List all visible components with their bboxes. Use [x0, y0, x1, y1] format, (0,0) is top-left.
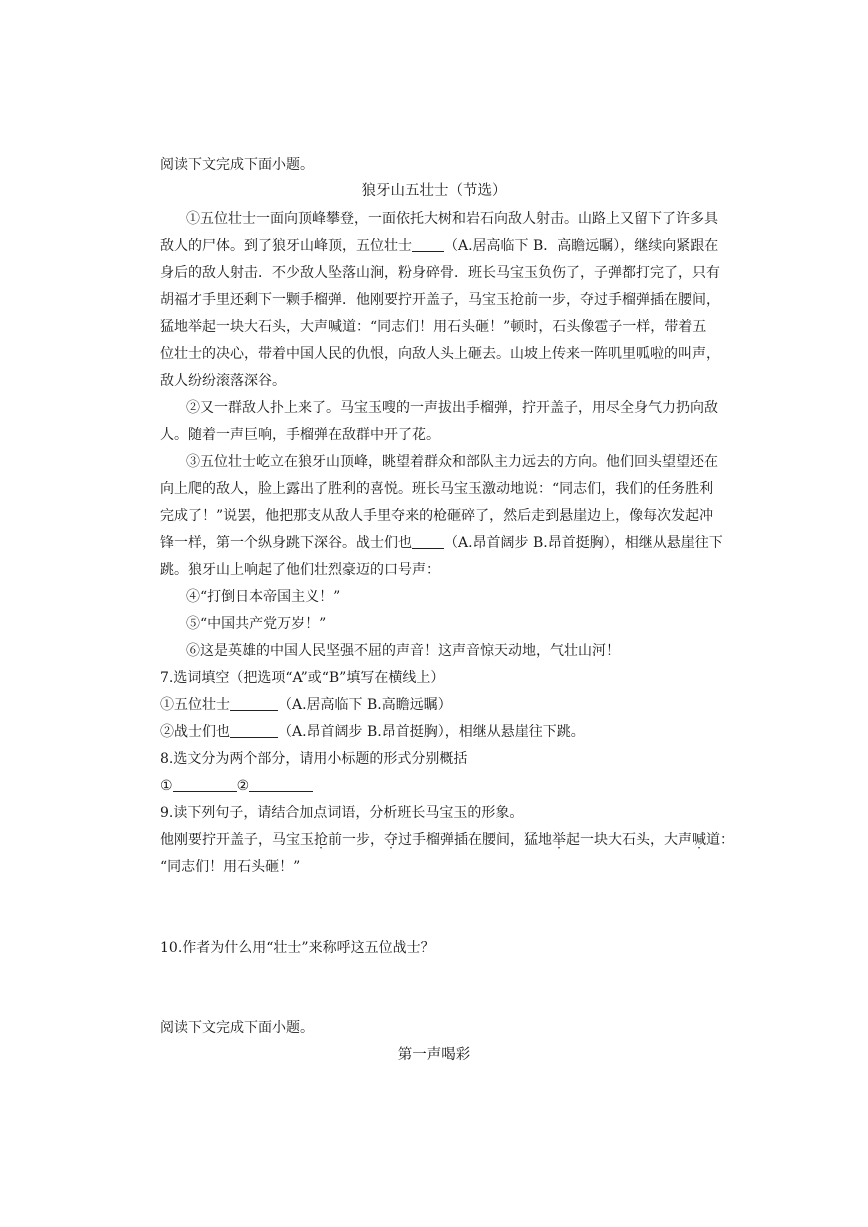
passage-text: （A.昂首阔步 B.昂首挺胸），相继从悬崖往下	[444, 535, 723, 551]
passage-line: 身后的敌人射击．不少敌人坠落山涧，粉身碎骨．班长马宝玉负伤了，子弹都打完了，只有	[160, 265, 720, 281]
slogan-2: ⑤“中国共产党万岁！”	[186, 616, 327, 632]
question-9-sentence-cont: “同志们！用石头砸！”	[160, 859, 301, 875]
passage-text: （A.居高临下 B．高瞻远瞩），继续向紧跟在	[444, 238, 719, 254]
question-text: （A.昂首阔步 B.昂首挺胸），相继从悬崖往下跳。	[278, 724, 585, 740]
passage-line: 敌人纷纷滚落深谷。	[160, 373, 286, 389]
question-text: （A.居高临下 B.高瞻远瞩）	[278, 697, 452, 713]
passage-line: 人。随着一声巨响，手榴弹在敌群中开了花。	[160, 427, 440, 443]
passage-line: ⑥这是英雄的中国人民坚强不屈的声音！这声音惊天动地，气壮山河！	[186, 643, 620, 659]
passage-line: ①五位壮士一面向顶峰攀登，一面依托大树和岩石向敌人射击。山路上又留下了许多具	[186, 211, 718, 227]
question-9-stem: 9.读下列句子，请结合加点词语，分析班长马宝玉的形象。	[160, 805, 524, 821]
dotted-word: 夺	[384, 832, 398, 848]
passage-line: 完成了！”说罢，他把那支从敌人手里夺来的枪砸碎了，然后走到悬崖边上，像每次发起冲	[160, 508, 714, 524]
question-9-sentence	[160, 830, 734, 850]
question-8-stem: 8.选文分为两个部分，请用小标题的形式分别概括	[160, 751, 468, 767]
passage-line	[160, 533, 723, 553]
answer-mark: ②	[236, 778, 250, 794]
question-text: ②战士们也	[160, 724, 230, 740]
question-10-stem: 10.作者为什么用“壮士”来称呼这五位战士？	[160, 940, 435, 956]
question-7-item-1	[160, 695, 720, 715]
passage-line	[160, 236, 720, 256]
fill-blank-1	[412, 237, 444, 252]
slogan-1: ④“打倒日本帝国主义！”	[186, 589, 341, 605]
passage-line: 向上爬的敌人，脸上露出了胜利的喜悦。班长马宝玉激动地说：“同志们，我们的任务胜利	[160, 481, 714, 497]
passage-text: 锋一样，第一个纵身跳下深谷。战士们也	[160, 535, 412, 551]
passage-line: ②又一群敌人扑上来了。马宝玉嗖的一声拔出手榴弹，拧开盖子，用尽全身气力扔向敌	[186, 400, 718, 416]
passage-line: 猛地举起一块大石头，大声喊道：“同志们！用石头砸！”顿时，石头像雹子一样，带着五	[160, 319, 707, 335]
sentence-text: 他刚要拧开盖子，马宝玉	[160, 832, 314, 848]
question-7-stem: 7.选词填空（把选项“A”或“B”填写在横线上）	[160, 670, 445, 686]
question-8-answers	[160, 776, 720, 796]
sentence-text: 起一块大石头，大声	[566, 832, 692, 848]
passage-2-title: 第一声喝彩	[397, 1047, 471, 1063]
answer-blank[interactable]	[230, 723, 278, 738]
question-text: ①五位壮士	[160, 697, 230, 713]
answer-blank[interactable]	[173, 777, 237, 792]
reading-instruction-2: 阅读下文完成下面小题。	[160, 1020, 314, 1036]
sentence-text: 前一步，	[328, 832, 384, 848]
sentence-text: 过手榴弹插在腰间，猛地	[398, 832, 552, 848]
answer-blank[interactable]	[230, 696, 278, 711]
dotted-word: 举	[552, 832, 566, 848]
dotted-word: 抢	[314, 832, 328, 848]
reading-instruction: 阅读下文完成下面小题。	[160, 157, 314, 173]
sentence-text: 道：	[706, 832, 734, 848]
dotted-word: 喊	[692, 832, 706, 848]
answer-mark: ①	[160, 778, 173, 794]
passage-line: 位壮士的决心，带着中国人民的仇恨，向敌人头上砸去。山坡上传来一阵叽里呱啦的叫声，	[160, 346, 720, 362]
passage-line: 胡福才手里还剩下一颗手榴弹．他刚要拧开盖子，马宝玉抢前一步，夺过手榴弹插在腰间，	[160, 292, 720, 308]
fill-blank-2	[412, 534, 444, 549]
passage-line: ③五位壮士屹立在狼牙山顶峰，眺望着群众和部队主力远去的方向。他们回头望望还在	[186, 454, 718, 470]
answer-blank[interactable]	[249, 777, 313, 792]
question-7-item-2	[160, 722, 720, 742]
passage-line: 跳。狼牙山上响起了他们壮烈豪迈的口号声：	[160, 562, 440, 578]
passage-text: 敌人的尸体。到了狼牙山峰顶，五位壮士	[160, 238, 412, 254]
passage-title: 狼牙山五壮士（节选）	[361, 183, 507, 199]
